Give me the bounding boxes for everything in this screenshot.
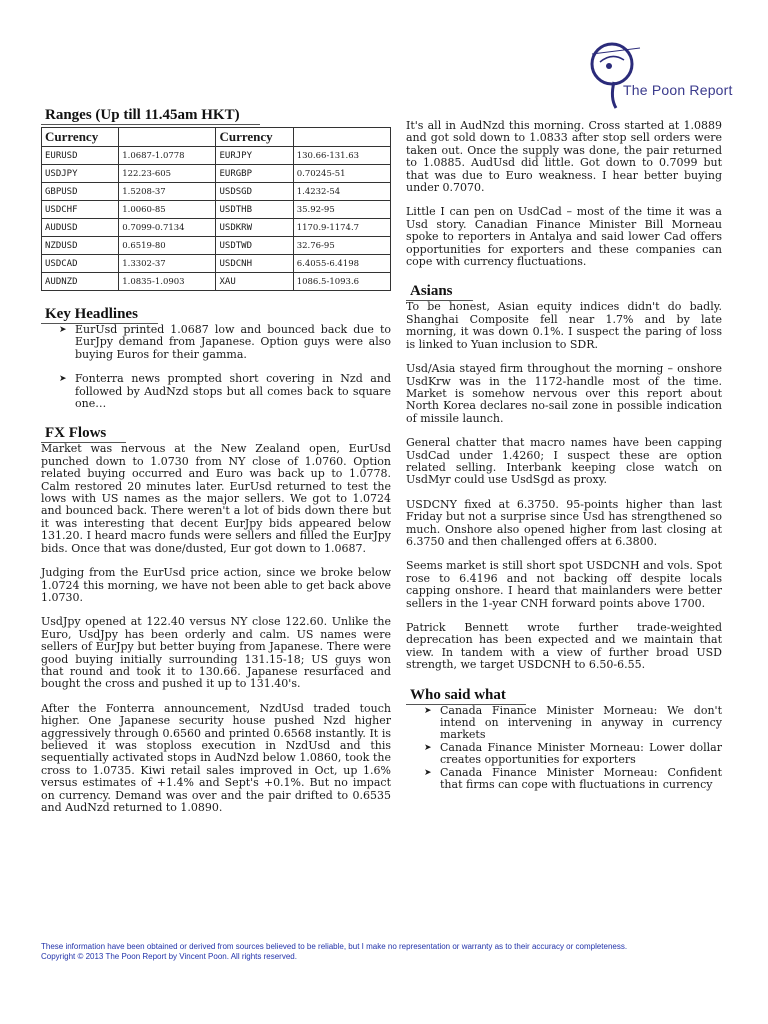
range-cell: 32.76-95 (293, 237, 390, 255)
poon-report-logo (580, 38, 730, 110)
ranges-row (42, 165, 391, 183)
ranges-row (42, 183, 391, 201)
range-cell: 0.6519-80 (119, 237, 216, 255)
range-header-left (119, 128, 216, 147)
asians-paragraph: Patrick Bennett wrote further trade-weighted deprecation has been expected and we maintain that view. In tandem with a view of further broad USD strength, we target USDCNH to 6.50-6.55. (406, 621, 722, 672)
usdcad-paragraph: Little I can pen on UsdCad – most of the time it was a Usd story. Canadian Finance Minister Bill Morneau spoke to reporters in Antalya and said lower Cad offers opportunities for exporters and these companies can cope with currency fluctuations. (406, 205, 722, 269)
arrow-bullet-icon: ➤ (59, 325, 67, 335)
ranges-row (42, 219, 391, 237)
audnzd-paragraph: It's all in AudNzd this morning. Cross started at 1.0889 and got sold down to 1.0833 after stop sell orders were taken out. Once the supply was done, the pair returned to 1.0885. AudUsd did little. Got down to 0.7099 but that was due to Euro weakness. I hear better buying under 0.7070. (406, 119, 722, 195)
range-header-right (293, 128, 390, 147)
right-column (406, 120, 722, 791)
range-cell: 1.0835-1.0903 (119, 273, 216, 291)
arrow-bullet-icon: ➤ (424, 767, 432, 778)
range-cell: 0.7099-0.7134 (119, 219, 216, 237)
asians-title: Asians (406, 283, 473, 301)
currency-pair-cell: GBPUSD (42, 183, 119, 201)
left-column (41, 104, 391, 814)
currency-pair-cell: USDTWD (216, 237, 293, 255)
fx-flows-paragraph: After the Fonterra announcement, NzdUsd traded touch higher. One Japanese security house pushed Nzd higher aggressively through 0.6560 and printed 0.6568 instantly. It is believed it was stoploss execution in NzdUsd and this sequentially activated stops in AudNzd below 1.0860, took the cross to 1.0735. Kiwi retail sales improved in Oct, up 1.6% versus estimates of +1.4% and Sept's +0.1%. But no impact on currency. Demand was over and the pair drifted to 0.6535 and AudNzd returned to 1.0890. (41, 701, 391, 814)
fx-flows-paragraph: Judging from the EurUsd price action, since we broke below 1.0724 this morning, we have not been able to get back above 1.0730. (41, 566, 391, 604)
currency-pair-cell: USDKRW (216, 219, 293, 237)
arrow-bullet-icon: ➤ (59, 374, 67, 385)
key-headlines-title: Key Headlines (41, 306, 158, 324)
currency-pair-cell: USDJPY (42, 165, 119, 183)
fx-flows-paragraph: UsdJpy opened at 122.40 versus NY close 122.60. Unlike the Euro, UsdJpy has been orderly and calm. US names were sellers of EurJpy but better buying from Japanese. There were good buying initially surrounding 131.15-18; US guys won that round and took it to 130.66. Japanese resurfaced and bought the cross and pushed it up to 131.40's. (41, 615, 391, 691)
range-cell: 6.4055-6.4198 (293, 255, 390, 273)
currency-pair-cell: NZDUSD (42, 237, 119, 255)
range-cell: 0.70245-51 (293, 165, 390, 183)
currency-header-left: Currency (42, 128, 119, 147)
asians-paragraph: USDCNY fixed at 6.3750. 95-points higher than last Friday but not a surprise since Usd has strengthened so much. Onshore also opened higher from last closing at 6.3750 and then challenged offers at 6.3800. (406, 497, 722, 548)
range-cell: 1086.5-1093.6 (293, 273, 390, 291)
who-said-what-title: Who said what (406, 687, 526, 705)
range-cell: 35.92-95 (293, 201, 390, 219)
currency-pair-cell: AUDUSD (42, 219, 119, 237)
logo-text: The Poon Report (623, 82, 733, 98)
headline-item: ➤ Fonterra news prompted short covering in Nzd and followed by AudNzd stops but all comes back to square one… (59, 372, 391, 411)
currency-pair-cell: AUDNZD (42, 273, 119, 291)
fx-flows-paragraph: Market was nervous at the New Zealand open, EurUsd punched down to 1.0730 from NY close of 1.0760. Option related buying occurred and Euro was back up to 1.0778. Calm restored 20 minutes later. EurUsd returned to test the lows with US names as the major sellers. We got to 1.0724 and bounced back. There weren't a lot of bids down there but it was interesting that decent EurJpy bids appeared below 131.20. I heard macro funds were sellers and filled the EurJpy bids. Once that was done/dusted, Eur got down to 1.0687. (41, 442, 391, 555)
quotes-list (406, 705, 722, 792)
currency-pair-cell: USDCHF (42, 201, 119, 219)
range-cell: 1.0687-1.0778 (119, 147, 216, 165)
asians-paragraph: To be honest, Asian equity indices didn't do badly. Shanghai Composite fell near 1.7% and by late morning, it was down 0.1%. I suspect the paring of loss is linked to Yuan inclusion to SDR. (406, 300, 722, 351)
ranges-row (42, 201, 391, 219)
currency-header-right: Currency (216, 128, 293, 147)
ranges-row (42, 147, 391, 165)
asians-paragraph: Seems market is still short spot USDCNH and vols. Spot rose to 6.4196 and not backing off despite locals capping onshore. I heard that mainlanders were better sellers in the 1-year CNH forward points above 1700. (406, 559, 722, 610)
currency-pair-cell: USDTHB (216, 201, 293, 219)
ranges-row (42, 255, 391, 273)
headline-item: ➤ EurUsd printed 1.0687 low and bounced back due to EurJpy demand from Japanese. Option guys were also buying Euros for their gamma. (59, 323, 391, 361)
quote-item: ➤ Canada Finance Minister Morneau: Confident that firms can cope with fluctuations in currency (424, 765, 722, 792)
range-cell: 122.23-605 (119, 165, 216, 183)
copyright-text: Copyright © 2013 The Poon Report by Vincent Poon. All rights reserved. (41, 952, 297, 961)
range-cell: 1.4232-54 (293, 183, 390, 201)
arrow-bullet-icon: ➤ (424, 705, 432, 716)
currency-pair-cell: XAU (216, 273, 293, 291)
ranges-table (41, 127, 391, 291)
asians-paragraph: Usd/Asia stayed firm throughout the morning – onshore UsdKrw was in the 1172-handle most of the time. Market is somehow nervous over this report about North Korea declares no-sail zone in possible indication of missile launch. (406, 362, 722, 425)
fx-flows-title: FX Flows (41, 425, 126, 443)
range-cell: 1170.9-1174.7 (293, 219, 390, 237)
currency-pair-cell: EURJPY (216, 147, 293, 165)
currency-pair-cell: USDSGD (216, 183, 293, 201)
headlines-list (41, 324, 391, 410)
currency-pair-cell: EURGBP (216, 165, 293, 183)
currency-pair-cell: EURUSD (42, 147, 119, 165)
asians-paragraph: General chatter that macro names have been capping UsdCad under 1.4260; I suspect these are option related selling. Interbank keeping close watch on UsdMyr could use UsdSgd as proxy. (406, 436, 722, 487)
ranges-row (42, 273, 391, 291)
disclaimer-text: These information have been obtained or derived from sources believed to be reliable, but I make no representation or warranty as to their accuracy or completeness. (41, 942, 628, 951)
currency-pair-cell: USDCAD (42, 255, 119, 273)
ranges-title: Ranges (Up till 11.45am HKT) (41, 107, 260, 125)
range-cell: 1.3302-37 (119, 255, 216, 273)
quote-item: ➤ Canada Finance Minister Morneau: We don't intend on intervening in anyway in currency markets (424, 703, 722, 742)
arrow-bullet-icon: ➤ (424, 742, 432, 753)
range-cell: 1.5208-37 (119, 183, 216, 201)
range-cell: 1.0060-85 (119, 201, 216, 219)
range-cell: 130.66-131.63 (293, 147, 390, 165)
ranges-row (42, 237, 391, 255)
quote-item: ➤ Canada Finance Minister Morneau: Lower dollar creates opportunities for exporters (424, 740, 722, 767)
currency-pair-cell: USDCNH (216, 255, 293, 273)
disclaimer-footer (41, 942, 731, 962)
